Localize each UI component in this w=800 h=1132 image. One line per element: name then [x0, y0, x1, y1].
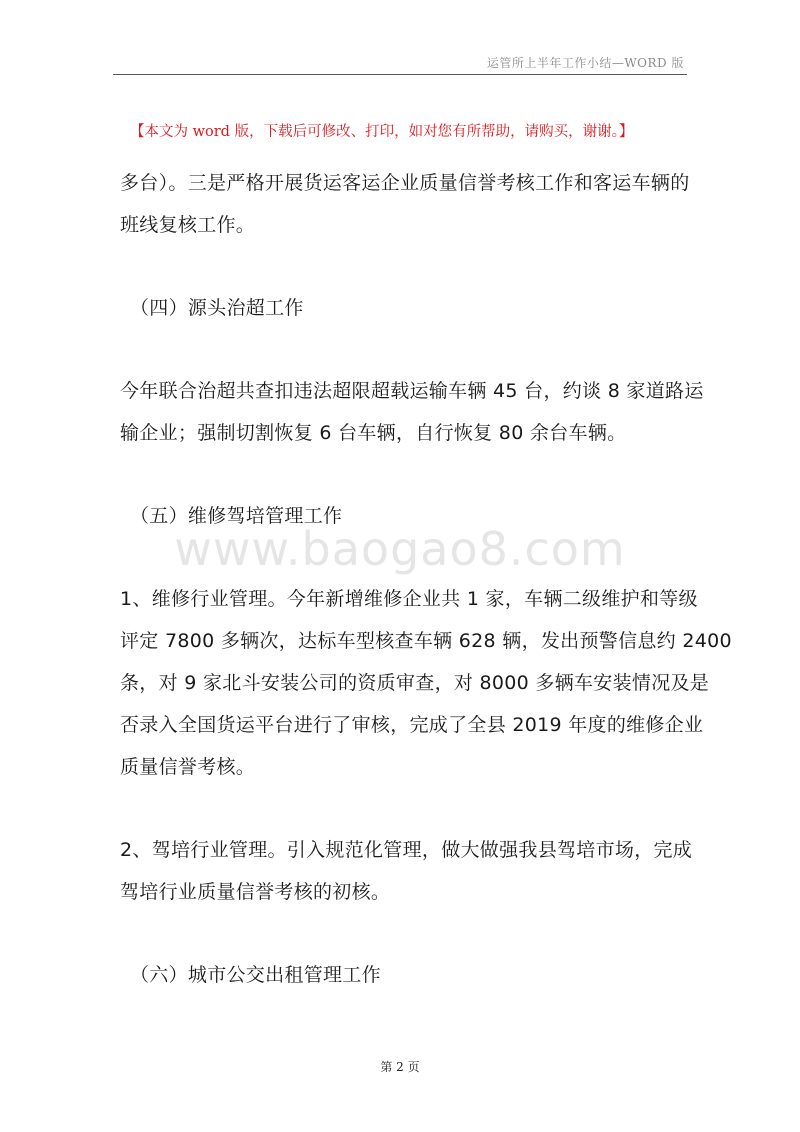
- text-line: 2、驾培行业管理。引入规范化管理，做大做强我县驾培市场，完成: [120, 839, 693, 861]
- paragraph-gap: [120, 913, 694, 954]
- paragraph: [120, 162, 694, 246]
- purchase-notice: 【本文为 word 版，下载后可修改、打印，如对您有所帮助，请购买，谢谢。】: [130, 124, 634, 140]
- text-line: 多台）。三是严格开展货运客运企业质量信誉考核工作和客运车辆的: [120, 172, 690, 194]
- text-line: 今年联合治超共查扣违法超限超载运输车辆 45 台，约谈 8 家道路运: [120, 380, 704, 402]
- section-heading: [120, 495, 694, 537]
- paragraph: [120, 829, 694, 913]
- section-heading: [120, 954, 694, 996]
- paragraph: [120, 370, 704, 454]
- text-line: 班线复核工作。: [120, 214, 256, 236]
- text-line: 1、维修行业管理。今年新增维修企业共 1 家，车辆二级维护和等级: [120, 588, 698, 610]
- header-divider: [113, 74, 687, 75]
- text-line: （六）城市公交出租管理工作: [130, 964, 381, 986]
- text-line: 驾培行业质量信誉考核的初核。: [120, 881, 391, 903]
- text-line: 条，对 9 家北斗安装公司的资质审查，对 8000 多辆车安装情况及是: [120, 672, 710, 694]
- watermark: www.baogao8.com: [174, 522, 626, 576]
- running-header: 运管所上半年工作小结—WORD 版: [486, 56, 684, 70]
- text-line: 评定 7800 多辆次，达标车型核查车辆 628 辆，发出预警信息约 2400: [120, 630, 732, 652]
- paragraph-gap: [120, 454, 694, 495]
- paragraph-gap: [120, 537, 694, 578]
- paragraph-gap: [120, 329, 694, 370]
- section-heading: [120, 287, 694, 329]
- text-line: 质量信誉考核。: [120, 756, 256, 778]
- text-line: （五）维修驾培管理工作: [130, 505, 343, 527]
- paragraph: [120, 578, 732, 788]
- text-line: （四）源头治超工作: [130, 297, 304, 319]
- page-number: 第 2 页: [380, 1060, 420, 1074]
- text-line: 否录入全国货运平台进行了审核，完成了全县 2019 年度的维修企业: [120, 714, 704, 736]
- paragraph-gap: [120, 246, 694, 287]
- text-line: 输企业；强制切割恢复 6 台车辆，自行恢复 80 余台车辆。: [120, 422, 627, 444]
- document-body: [120, 162, 732, 996]
- paragraph-gap: [120, 788, 694, 829]
